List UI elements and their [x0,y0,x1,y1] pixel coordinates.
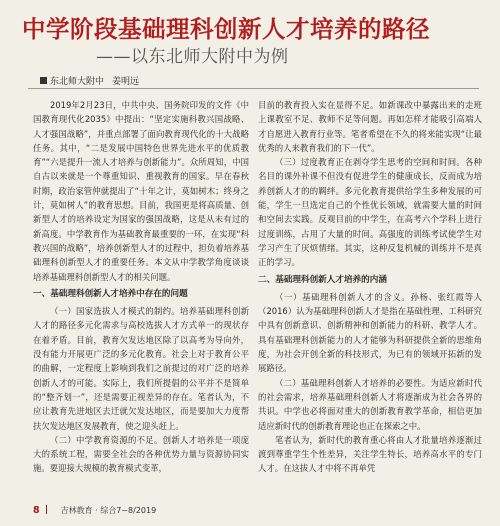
paragraph-text: 创新人才培养是一项庞大的系统工程，需要全社会的各种优势力量与资源协同实施。要迎接大规模的教育模式变革， [33,434,250,474]
section-heading: 二、基础理科创新人才培养的内涵 [258,274,387,285]
left-column [33,98,249,476]
subsection-heading: （二）基础理科创新人才培养的必要性。 [275,377,431,388]
body-paragraph [33,433,249,476]
paragraph-text: 培养基础理科创新人才的路径多元化需求与高校选拔人才方式单一的现状存在着矛盾。目前，教育欠发达地区除了以高考为导向外，没有能力开展更广泛的多元化教育。社会上对于教育公平的曲解，一定程度上影响到我们之前提过的对广泛的培养创新人才的可能。实际上，我们所提倡的公平并不是简单的“整齐划一”，还是需要正视差异的存在。笔者认为，不应让教育先进地区去迁就欠发达地区，而是要加大力度帮扶欠发达地区发展教育，使之迎头赶上。 [33,306,250,431]
body-paragraph [33,304,249,433]
paragraph-text: 各种名目的课外补课不但没有促进学生的健康成长，反而成为培养创新人才的的羁绊。多元化教育提供给学生多种发展的可能，学生一旦选定自己的个性优长领域，就需要大量的时间和空间去实践。反观目前的中学生，在高考六个学科上进行过度训练，占用了大量的时间。高强度的训练考试使学生对学习产生了厌烦情绪。其实，这种反复机械的训练并不是真正的学习。 [258,157,483,268]
square-bullet-icon [40,77,47,84]
subsection-heading: （一）基础理科创新人才的含义。 [275,291,411,302]
page-number: 8 [33,505,40,516]
author-line [40,74,139,87]
article-subtitle: ——以东北师大附中为例 [96,47,289,67]
paragraph-text: 孙杨、张红霞等人（2016）认为基础理科创新人才是指在基础性理、工科研究中具有创新意识、创新精神和创新能力的科研、教学人才。具有基础理科创新能力的人才能够为科研提供全新的思维角度，为社会开创全新的科技形式，为已有的领域开拓新的发展路径。 [258,291,483,374]
author-name: 姜明远 [112,77,140,87]
page-footer [33,505,156,516]
body-paragraph: 笔者认为，新时代的教育重心将由人才批量培养逐渐过渡到尊重学生个性差异，关注学生特长，培养高水平的专门人才。在这拔人才中将不再单凭 [258,434,482,474]
subsection-heading: （三）过度教育正在剥夺学生思考的空间和时间。 [275,157,465,168]
footer-divider [46,505,47,514]
body-paragraph: 目前的教育投入实在显得不足。如新课改中暴露出来的走班上课教室不足、教师不足等问题。再如怎样才能吸引高端人才自愿进入教育行业等。笔者希望在不久的将来能实现“让最优秀的人来教育我们的下一代”。 [258,100,482,153]
journal-name: 吉林教育 · 综合7~8/2019 [60,506,157,515]
body-paragraph: 2019年2月23日，中共中央、国务院印发的文件《中国教育现代化2035》中提出：“坚定实施科教兴国战略、人才强国战略”，并重点部署了面向教育现代化的十大战略任务。其中，“二是发展中国特色世界先进水平的优质教育”“六是提升一流人才培养与创新能力”。众所周知，中国自古以来就是一个尊重知识、重视教育的国家。早在春秋时期，政治家管仲就提出了“十年之计，莫如树木；终身之计，莫如树人”的教育思想。目前，我国更是将高质量、创新型人才的培养设定为国家的强国战略，这是从未有过的新高度。中学教育作为基础教育最重要的一环，在实现“科教兴国的战略”，培养创新型人才的过程中，担负着培养基础理科创新型人才的重要任务。本文从中学教学角度谈谈培养基础理科创新型人才的相关问题。 [33,100,249,282]
body-paragraph [258,155,482,269]
article-title: 中学阶段基础理科创新人才培养的路径 [22,15,430,43]
subsection-heading: （二）中学教育资源的不足。 [50,434,163,445]
section-heading: 一、基础理科创新人才培养中存在的问题 [33,288,188,299]
right-column [258,98,482,476]
subsection-heading: （一）国家选拔人才模式的制约。 [50,306,180,317]
body-paragraph [258,376,482,433]
paragraph-text: 为适应新时代的社会需求，培养基础理科创新人才将逐渐成为社会各界的共识。中学也必将面对重大的创新教育教学革命，相信更加适应新时代的创新教育理论也正在探索之中。 [258,377,483,431]
author-org: 东北师大附中 [50,77,105,87]
header-divider [28,88,479,89]
body-paragraph [258,290,482,376]
